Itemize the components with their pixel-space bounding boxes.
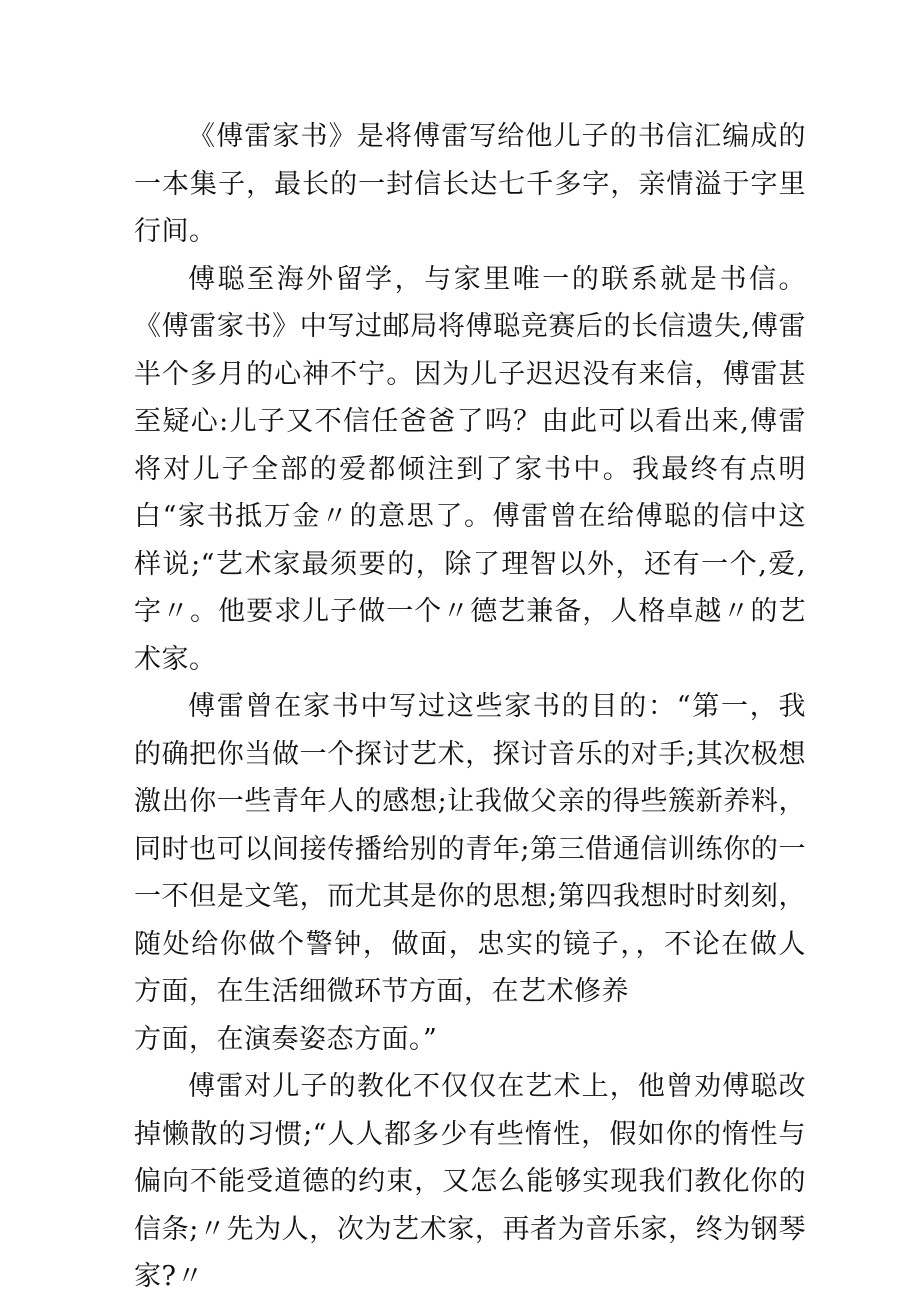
paragraph-4: 傅雷对儿子的教化不仅仅在艺术上，他曾劝傅聪改掉懒散的习惯;“人人都多少有些惰性，假如你的惰性与偏向不能受道德的约束，又怎么能够实现我们教化你的信条;〃先为人，次为艺术家，再者为音乐家，终为钢琴家?〃 bbox=[134, 1071, 806, 1292]
paragraph-1: 《傅雷家书》是将傅雷写给他儿子的书信汇编成的一本集子，最长的一封信长达七千多字，亲情溢于字里行间。 bbox=[134, 121, 806, 247]
paragraph-2: 傅聪至海外留学，与家里唯一的联系就是书信。《傅雷家书》中写过邮局将傅聪竞赛后的长信遗失,傅雷半个多月的心神不宁。因为儿子迟迟没有来信，傅雷甚至疑心:儿子又不信任爸爸了吗？由此可以看出来,傅雷将对儿子全部的爱都倾注到了家书中。我最终有点明白“家书抵万金〃的意思了。傅雷曾在给傅聪的信中这样说;“艺术家最须要的，除了理智以外，还有一个,爱,字〃。他要求儿子做一个〃德艺兼备，人格卓越〃的艺术家。 bbox=[134, 263, 806, 675]
document-body bbox=[134, 113, 806, 1301]
paragraph-3-continuation: 方面，在演奏姿态方面。” bbox=[134, 1023, 438, 1055]
paragraph-3: 傅雷曾在家书中写过这些家书的目的：“第一，我的确把你当做一个探讨艺术，探讨音乐的对手;其次极想激出你一些青年人的感想;让我做父亲的得些簇新养料，同时也可以间接传播给别的青年;第三借通信训练你的一一不但是文笔，而尤其是你的思想;第四我想时时刻刻，随处给你做个警钟，做面，忠实的镜子，，不论在做人方面，在生活细微环节方面，在艺术修养 bbox=[134, 691, 806, 1007]
